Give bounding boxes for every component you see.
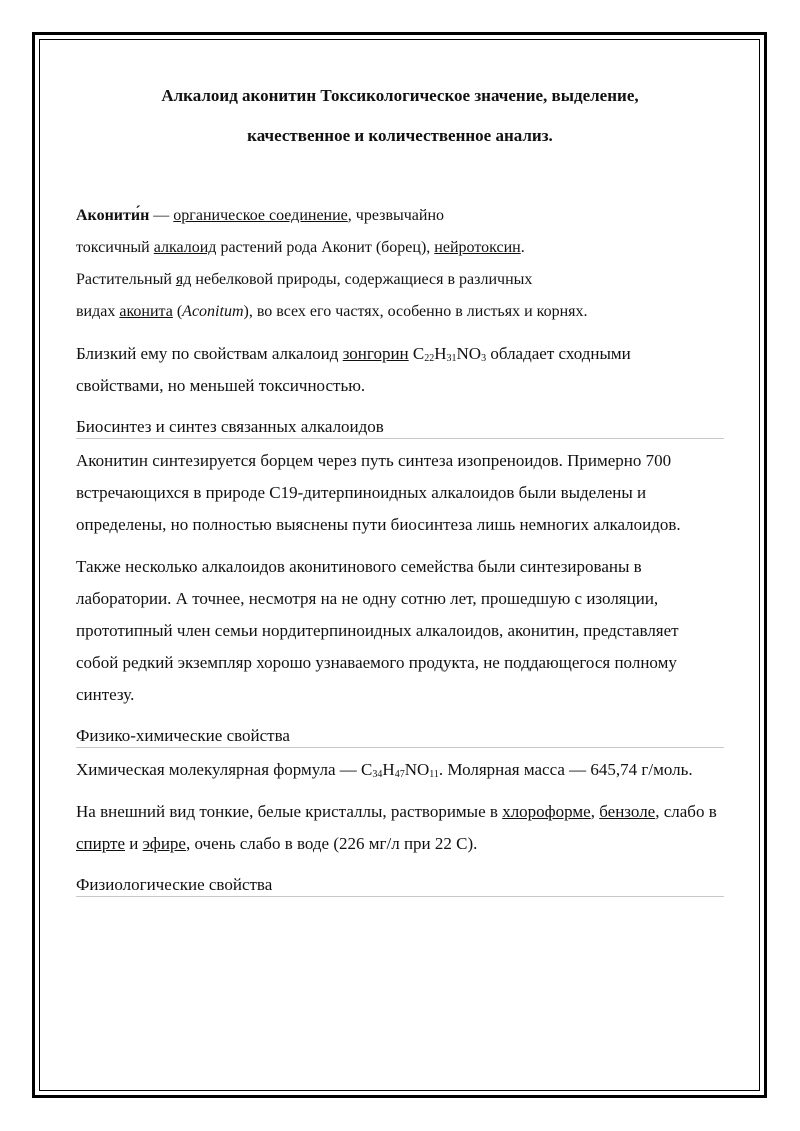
intro-text: Растительный (76, 271, 176, 288)
intro-text: токсичный (76, 239, 154, 256)
appearance-text: , слабо в (655, 802, 717, 821)
document-title-line2: качественное и количественное анализ. (247, 126, 553, 145)
intro-line-3 (76, 264, 724, 296)
link-songorine[interactable]: зонгорин (342, 344, 409, 363)
formula-part: C (408, 344, 425, 363)
link-aconite[interactable]: аконита (119, 303, 173, 320)
document-body (76, 78, 724, 903)
section-heading-physchem: Физико-химические свойства (76, 725, 724, 748)
link-ether[interactable]: эфире (142, 834, 186, 853)
formula-part: NO (404, 760, 430, 779)
link-poison[interactable]: яд (175, 271, 192, 288)
songorine-text: свойствами, но меньшей токсичностью. (76, 376, 366, 395)
document-title-line1: Алкалоид аконитин Токсикологическое значение, выделение, (161, 86, 639, 105)
intro-text: небелковой природы, содержащиеся в различных (191, 271, 533, 288)
link-benzene[interactable]: бензоле (599, 802, 656, 821)
section-heading-biosynthesis: Биосинтез и синтез связанных алкалоидов (76, 416, 724, 439)
intro-text: ), во всех его частях, особенно в листьях и корнях. (243, 303, 588, 320)
songorine-text: Близкий ему по свойствам алкалоид (76, 344, 343, 363)
link-chloroform[interactable]: хлороформе (502, 802, 591, 821)
term-aconitine: Аконити́н (76, 207, 150, 224)
formula-subscript: 22 (424, 353, 435, 364)
formula-part: H (434, 344, 447, 363)
formula-paragraph (76, 754, 724, 786)
formula-text: Химическая молекулярная формула — C (76, 760, 373, 779)
intro-text: ( (172, 303, 183, 320)
intro-line-2 (76, 232, 724, 264)
latin-name: Aconitum (182, 303, 244, 320)
songorine-text: обладает сходными (486, 344, 631, 363)
intro-text: растений рода Аконит (борец), (216, 239, 435, 256)
appearance-text: , очень слабо в воде (226 мг/л при 22 С). (185, 834, 478, 853)
appearance-paragraph (76, 796, 724, 860)
formula-part: NO (456, 344, 482, 363)
biosynthesis-paragraph-2: Также несколько алкалоидов аконитинового семейства были синтезированы в лаборатории. А точнее, несмотря на не одну сотню лет, прошедшую с изоляции, прототипный член семьи нордитерпиноидных алкалоидов, аконитин, представляет собой редкий экземпляр хорошо узнаваемого продукта, не поддающегося полному синтезу. (76, 557, 679, 704)
intro-text: — (149, 207, 174, 224)
intro-text: видах (76, 303, 120, 320)
intro-text: , чрезвычайно (347, 207, 445, 224)
link-organic-compound[interactable]: органическое соединение (173, 207, 348, 224)
intro-text: . (520, 239, 525, 256)
formula-subscript: 47 (394, 769, 405, 780)
intro-line-1 (76, 200, 724, 232)
link-neurotoxin[interactable]: нейротоксин (434, 239, 521, 256)
appearance-text: и (125, 834, 143, 853)
formula-subscript: 34 (372, 769, 383, 780)
intro-line-4 (76, 296, 724, 328)
biosynthesis-paragraph-1: Аконитин синтезируется борцем через путь синтеза изопреноидов. Примерно 700 встречающихся в природе C19-дитерпиноидных алкалоидов были выделены и определены, но полностью выяснены пути биосинтеза лишь немногих алкалоидов. (76, 451, 681, 534)
songorine-paragraph (76, 338, 724, 402)
intro-paragraph (76, 200, 724, 328)
formula-subscript: 11 (429, 769, 439, 780)
formula-text: . Молярная масса — 645,74 г/моль. (438, 760, 693, 779)
formula-subscript: 3 (481, 353, 487, 364)
formula-subscript: 31 (446, 353, 457, 364)
formula-part: H (382, 760, 395, 779)
link-alkaloid[interactable]: алкалоид (153, 239, 217, 256)
appearance-text: На внешний вид тонкие, белые кристаллы, растворимые в (76, 802, 503, 821)
appearance-text: , (590, 802, 600, 821)
link-alcohol[interactable]: спирте (76, 834, 125, 853)
section-heading-physiology: Физиологические свойства (76, 874, 724, 897)
